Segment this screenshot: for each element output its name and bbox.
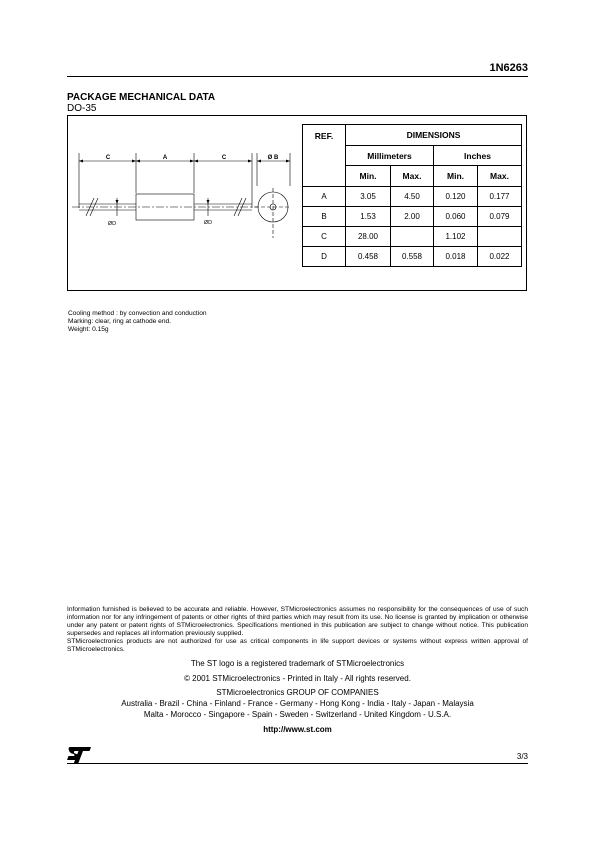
countries-line: Australia - Brazil - China - Finland - France - Germany - Hong Kong - India - Italy - Japan - Malaysia (121, 699, 474, 708)
row-in-max: 0.079 (478, 207, 522, 227)
cooling-note: Cooling method : by convection and conduction (68, 310, 207, 317)
section-title: PACKAGE MECHANICAL DATA (67, 92, 216, 103)
dimensions-header: DIMENSIONS (346, 125, 522, 146)
row-in-min: 0.060 (434, 207, 478, 227)
in-max-header: Max. (478, 166, 522, 187)
package-name: DO-35 (67, 103, 97, 114)
st-logo-icon (66, 745, 92, 765)
row-ref: D (303, 247, 346, 267)
row-ref: B (303, 207, 346, 227)
dim-label-b: Ø B (267, 155, 279, 161)
row-mm-min: 0.458 (346, 247, 391, 267)
copyright-notice: © 2001 STMicroelectronics - Printed in Italy - All rights reserved. (184, 674, 411, 683)
millimeters-header: Millimeters (346, 146, 434, 166)
row-mm-min: 1.53 (346, 207, 391, 227)
countries-line: Malta - Morocco - Singapore - Spain - Sweden - Switzerland - United Kingdom - U.S.A. (143, 710, 452, 719)
row-in-min: 1.102 (434, 227, 478, 247)
mm-min-header: Min. (346, 166, 391, 187)
disclaimer-paragraph: STMicroelectronics products are not authorized for use as critical components in life support devices or systems without express written approval of STMicroelectronics. (67, 638, 528, 654)
row-in-min: 0.120 (434, 187, 478, 207)
dimensions-table (302, 124, 522, 267)
in-min-header: Min. (434, 166, 478, 187)
table-row (303, 187, 522, 207)
row-in-max (478, 227, 522, 247)
row-mm-max: 2.00 (391, 207, 434, 227)
mm-max-header: Max. (391, 166, 434, 187)
page-number: 3/3 (516, 752, 528, 761)
inches-header: Inches (434, 146, 522, 166)
table-row (303, 227, 522, 247)
table-row (303, 207, 522, 227)
row-mm-min: 3.05 (346, 187, 391, 207)
row-in-max: 0.022 (478, 247, 522, 267)
dim-label-a: A (162, 155, 168, 161)
row-ref: C (303, 227, 346, 247)
legal-disclaimer (67, 606, 528, 655)
table-row (303, 247, 522, 267)
trademark-notice: The ST logo is a registered trademark of STMicroelectronics (190, 659, 405, 668)
dim-label-c-right: C (221, 155, 227, 161)
disclaimer-paragraph: Information furnished is believed to be accurate and reliable. However, STMicroelectronics assumes no responsibility for the consequences of use of such information nor for any infringement of patents or other rights of third parties which may result from its use. No license is granted by implication or otherwise under any patent or patent rights of STMicroelectronics. Specifications mentioned in this publication are subject to change without notice. This publication supersedes and replaces all information previously supplied. (67, 606, 528, 638)
group-of-companies: STMicroelectronics GROUP OF COMPANIES (216, 688, 379, 697)
marking-note: Marking: clear, ring at cathode end. (68, 318, 171, 325)
package-notes (68, 310, 207, 334)
row-mm-max: 0.558 (391, 247, 434, 267)
dim-label-d-right: ØD (203, 220, 213, 226)
ref-header: REF. (303, 125, 346, 187)
footer-rule (67, 763, 528, 764)
part-number: 1N6263 (489, 62, 528, 74)
row-mm-max (391, 227, 434, 247)
dim-label-d-left: ØD (107, 221, 117, 227)
row-ref: A (303, 187, 346, 207)
weight-note: Weight: 0.15g (68, 326, 109, 333)
header-rule (67, 76, 528, 77)
row-in-min: 0.018 (434, 247, 478, 267)
row-mm-max: 4.50 (391, 187, 434, 207)
dim-label-c-left: C (105, 155, 111, 161)
row-mm-min: 28.00 (346, 227, 391, 247)
row-in-max: 0.177 (478, 187, 522, 207)
website-link[interactable]: http://www.st.com (263, 725, 332, 734)
do35-package-drawing (72, 148, 298, 238)
